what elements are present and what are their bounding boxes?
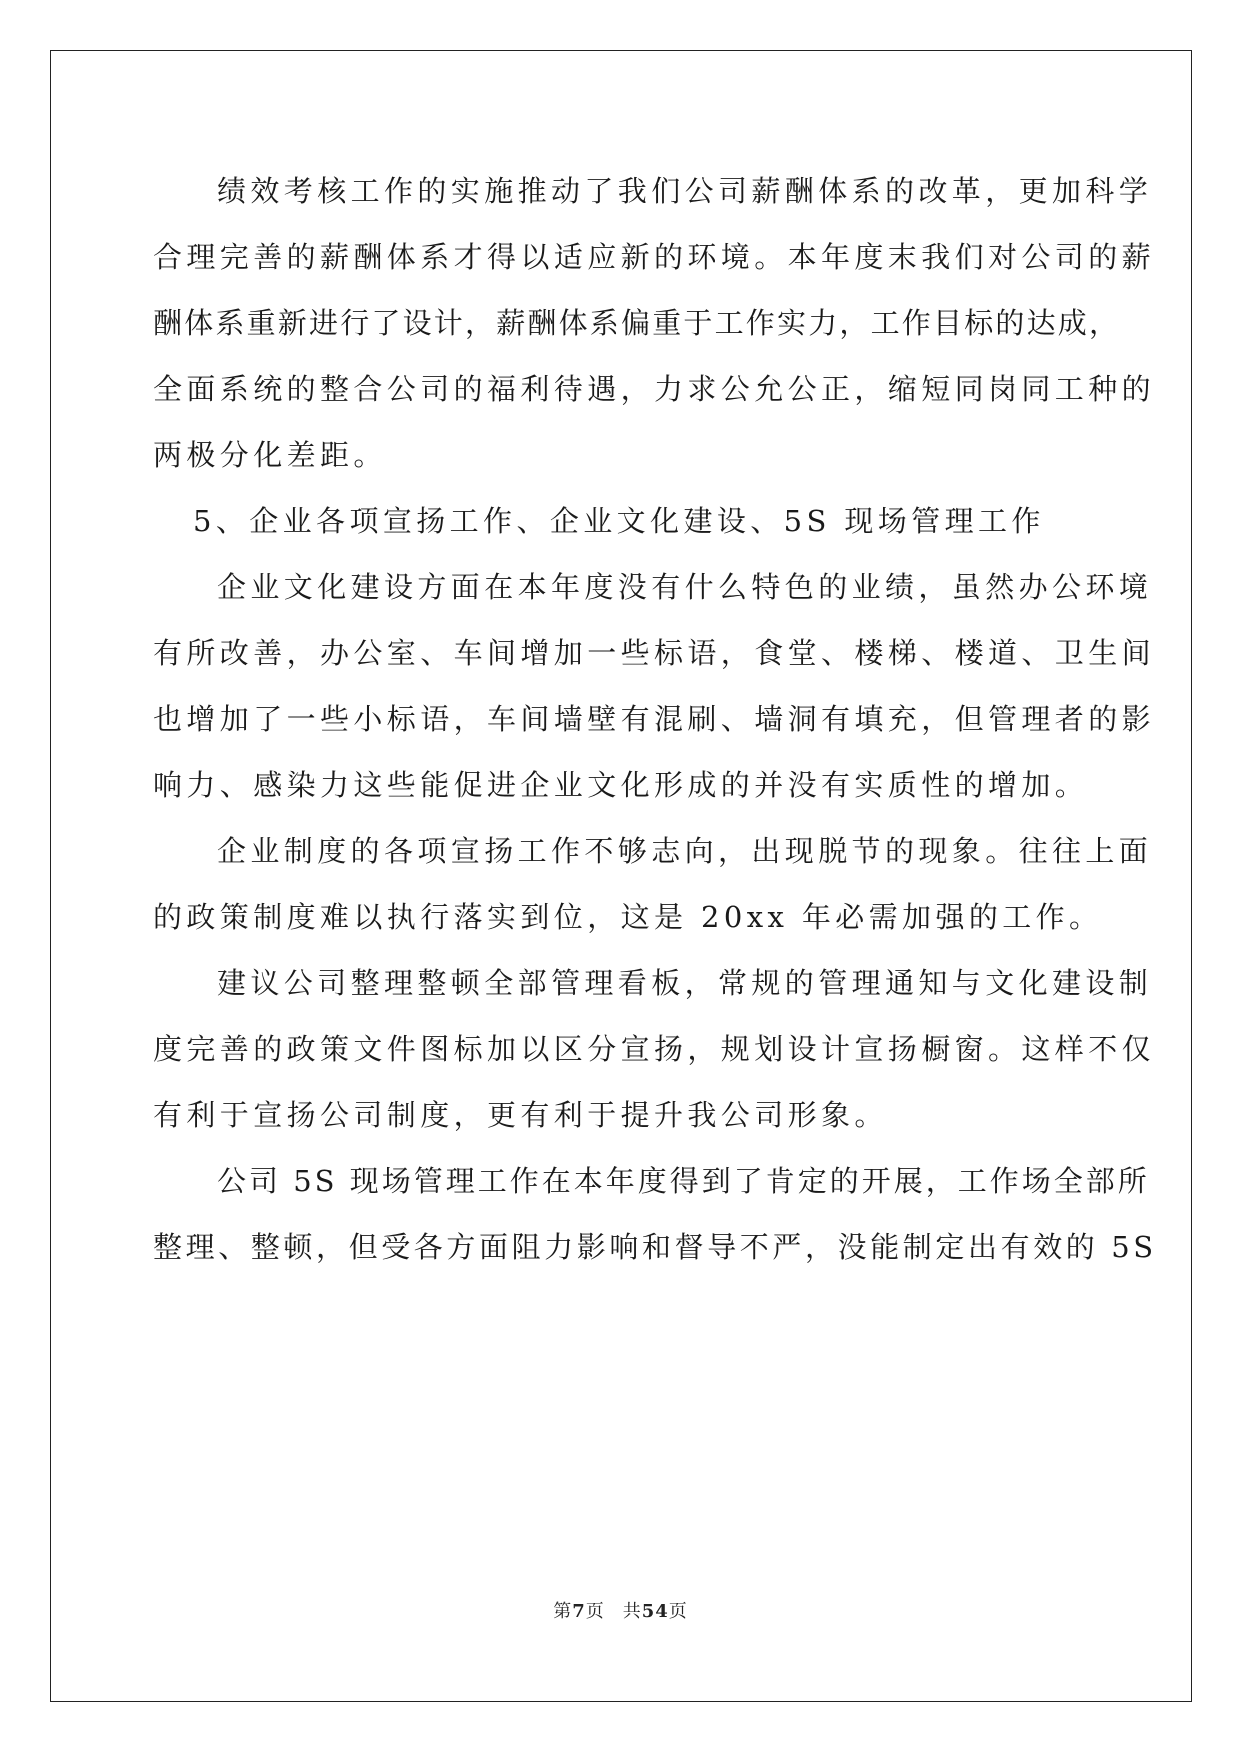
text-line: 企业制度的各项宣扬工作不够志向，出现脱节的现象。往往上面: [217, 834, 1153, 868]
text-line: 两极分化差距。: [153, 438, 387, 472]
heading-line: 5、企业各项宣扬工作、企业文化建设、5S 现场管理工作: [193, 504, 1045, 538]
page-footer: [0, 1597, 1241, 1623]
current-page-number: 7: [572, 1601, 586, 1622]
paragraph: [153, 950, 1156, 1148]
total-pages-number: 54: [641, 1601, 669, 1622]
footer-total-prefix: 共: [622, 1601, 642, 1622]
text-line: 的政策制度难以执行落实到位，这是 20xx 年必需加强的工作。: [153, 900, 1103, 934]
text-line: 也增加了一些小标语，车间墙壁有混刷、墙洞有填充，但管理者的影: [153, 702, 1156, 736]
paragraph: [153, 554, 1156, 818]
text-line: 绩效考核工作的实施推动了我们公司薪酬体系的改革，更加科学: [217, 174, 1153, 208]
text-line: 企业文化建设方面在本年度没有什么特色的业绩，虽然办公环境: [217, 570, 1153, 604]
text-line: 酬体系重新进行了设计，薪酬体系偏重于工作实力，工作目标的达成，: [153, 306, 1121, 340]
text-line: 全面系统的整合公司的福利待遇，力求公允公正，缩短同岗同工种的: [153, 372, 1156, 406]
footer-page-unit: 页: [585, 1601, 605, 1622]
paragraph: [153, 1148, 1157, 1280]
document-body: [153, 158, 1157, 1280]
text-line: 建议公司整理整顿全部管理看板，常规的管理通知与文化建设制: [217, 966, 1153, 1000]
section-heading: [153, 488, 1093, 554]
text-line: 整理、整顿，但受各方面阻力影响和督导不严，没能制定出有效的 5S: [153, 1230, 1157, 1264]
text-line: 合理完善的薪酬体系才得以适应新的环境。本年度末我们对公司的薪: [153, 240, 1156, 274]
footer-prefix: 第: [553, 1601, 573, 1622]
paragraph: [153, 818, 1153, 950]
text-line: 有利于宣扬公司制度，更有利于提升我公司形象。: [153, 1098, 888, 1132]
text-line: 度完善的政策文件图标加以区分宣扬，规划设计宣扬橱窗。这样不仅: [153, 1032, 1156, 1066]
footer-total-unit: 页: [668, 1601, 688, 1622]
text-line: 公司 5S 现场管理工作在本年度得到了肯定的开展，工作场全部所: [217, 1164, 1150, 1198]
text-line: 有所改善，办公室、车间增加一些标语，食堂、楼梯、楼道、卫生间: [153, 636, 1156, 670]
paragraph: [153, 158, 1156, 488]
text-line: 响力、感染力这些能促进企业文化形成的并没有实质性的增加。: [153, 768, 1089, 802]
